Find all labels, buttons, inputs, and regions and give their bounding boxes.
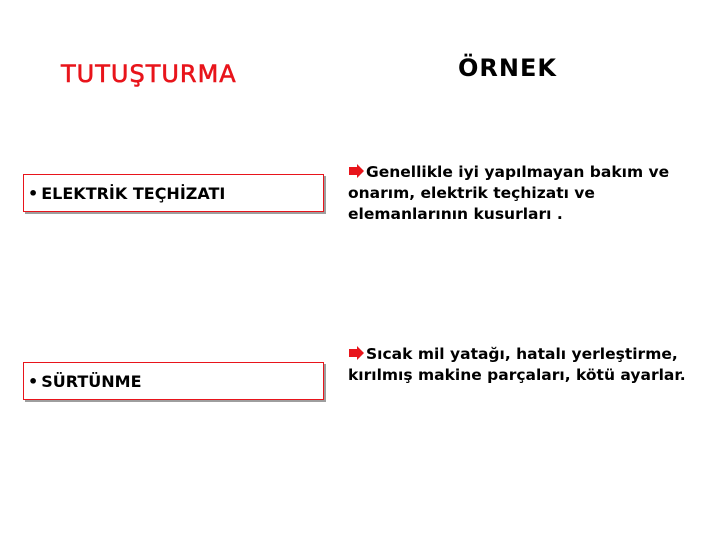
example-heading: ÖRNEK: [458, 54, 557, 82]
example-description: Sıcak mil yatağı, hatalı yerleştirme, kırılmış makine parçaları, kötü ayarlar.: [348, 345, 686, 384]
ignition-source-label: SÜRTÜNME: [41, 371, 142, 391]
ignition-source-label: ELEKTRİK TEÇHİZATI: [41, 183, 226, 203]
ignition-heading: TUTUŞTURMA: [61, 60, 237, 88]
bullet: •: [28, 183, 39, 203]
example-description: Genellikle iyi yapılmayan bakım ve onarım, elektrik teçhizatı ve elemanlarının kusurları .: [348, 163, 670, 223]
example-text-electrical: [348, 162, 688, 225]
ignition-source-box-friction: [23, 362, 324, 400]
right-arrow-icon: [348, 346, 365, 360]
ignition-source-box-electrical: [23, 174, 324, 212]
bullet: •: [28, 371, 39, 391]
example-text-friction: [348, 344, 688, 386]
right-arrow-icon: [348, 164, 365, 178]
